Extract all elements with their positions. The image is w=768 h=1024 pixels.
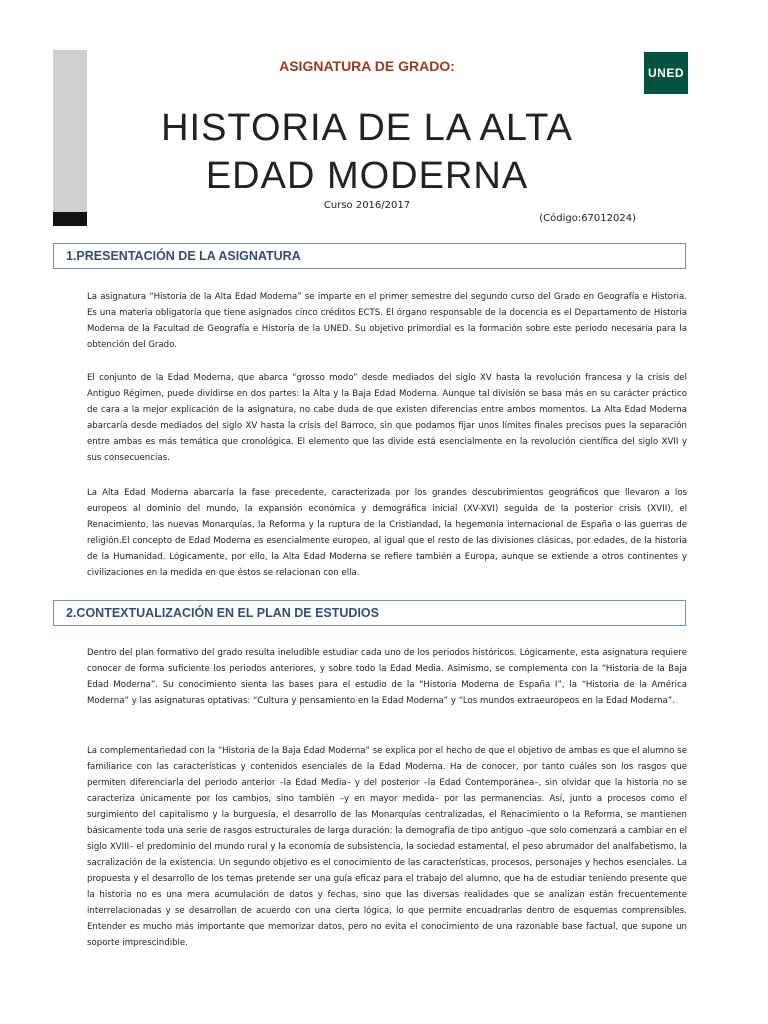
- paragraph: Dentro del plan formativo del grado resulta ineludible estudiar cada uno de los periodos históricos. Lógicamente, esta asignatura requiere conocer de forma suficiente los periodos anteriores, y sobre todo la Edad Media. Asimismo, se complementa con la “Historia de la Baja Edad Moderna”. Su conocimiento sienta las bases para el estudio de la “Historia Moderna de España I”, la “Historia de la América Moderna” y las asignaturas optativas: “Cultura y pensamiento en la Edad Moderna” y “Los mundos extraeuropeos en la Edad Moderna”.: [87, 648, 687, 706]
- paragraph: La complementariedad con la “Historia de la Baja Edad Moderna” se explica por el hecho de que el objetivo de ambas es que el alumno se familiarice con las características y contenidos esenciales de la Edad Moderna. Ha de conocer, por tanto cuáles son los rasgos que permiten diferenciarla del periodo anterior –la Edad Media– y del posterior –la Edad Contemporánea–, sin olvidar que la historia no se caracteriza únicamente por los cambios, sino también –y en mayor medida– por las permanencias. Así, junto a procesos como el surgimiento del capitalismo y la burguesía, el desarrollo de las Monarquías centralizadas, el Renacimiento o la Reforma, se mantienen básicamente toda una serie de rasgos estructurales de larga duración: la demografía de tipo antiguo –que solo comenzará a cambiar en el siglo XVIII– el predominio del mundo rural y la economía de subsistencia, la sociedad estamental, el peso abrumador del analfabetismo, la sacralización de la existencia. Un segundo objetivo es el conocimiento de las características, procesos, personajes y hechos esenciales. La propuesta y el desarrollo de los temas pretende ser una guía eficaz para el trabajo del alumno, que ha de estudiar teniendo presente que la historia no es una mera acumulación de datos y fechas, sino que las diversas realidades que se analizan están frecuentemente interrelacionadas y se desarrollan de acuerdo con una cierta lógica, lo que permite encuadrarlas dentro de esquemas comprensibles. Entender es mucho más importante que memorizar datos, pero no evita el conocimiento de una razonable base factual, que supone un soporte imprescindible.: [87, 746, 687, 948]
- subject-kicker: ASIGNATURA DE GRADO:: [279, 58, 455, 74]
- course-year: Curso 2016/2017: [323, 200, 411, 211]
- document-title: [0, 104, 734, 200]
- section-heading-presentation: 1.PRESENTACIÓN DE LA ASIGNATURA: [53, 243, 686, 269]
- uned-logo: UNED: [644, 52, 688, 94]
- decorative-black-bar: [53, 212, 87, 226]
- subject-code: (Código:67012024): [539, 213, 636, 224]
- section-heading-context: 2.CONTEXTUALIZACIÓN EN EL PLAN DE ESTUDIOS: [53, 600, 686, 626]
- paragraph: La asignatura “Historia de la Alta Edad Moderna” se imparte en el primer semestre del segundo curso del Grado en Geografía e Historia. Es una materia obligatoria que tiene asignados cinco créditos ECTS. El órgano responsable de la docencia es el Departamento de Historia Moderna de la Facultad de Geografía e Historia de la UNED. Su objetivo primordial es la formación sobre este periodo necesaria para la obtención del Grado.: [87, 292, 687, 350]
- paragraph: El conjunto de la Edad Moderna, que abarca “grosso modo” desde mediados del siglo XV hasta la revolución francesa y la crisis del Antiguo Régimen, puede dividirse en dos partes: la Alta y la Baja Edad Moderna. Aunque tal división se basa más en su carácter práctico de cara a la mejor explicación de la asignatura, no cabe duda de que existen diferencias entre ambos momentos. La Alta Edad Moderna abarcaría desde mediados del siglo XV hasta la crisis del Barroco, sin que podamos fijar unos límites finales precisos pues la separación entre ambas es más temática que cronológica. El elemento que las divide está esencialmente en la revolución científica del siglo XVII y sus consecuencias.: [87, 373, 687, 463]
- paragraph: La Alta Edad Moderna abarcaría la fase precedente, caracterizada por los grandes descubrimientos geográficos que llevaron a los europeos al dominio del mundo, la expansión económica y demográfica inicial (XV-XVI) seguida de la posterior crisis (XVII), el Renacimiento, las nuevas Monarquías, la Reforma y la ruptura de la Cristiandad, la hegemonía internacional de España o las guerras de religión.El concepto de Edad Moderna es esencialmente europeo, al igual que el resto de las divisiones clásicas, por edades, de la historia de la Humanidad. Lógicamente, por ello, la Alta Edad Moderna se refiere también a Europa, aunque se extiende a otros continentes y civilizaciones en la medida en que éstos se relacionan con ella.: [87, 488, 687, 578]
- title-line-1: HISTORIA DE LA ALTA: [161, 107, 573, 149]
- title-line-2: EDAD MODERNA: [205, 155, 529, 197]
